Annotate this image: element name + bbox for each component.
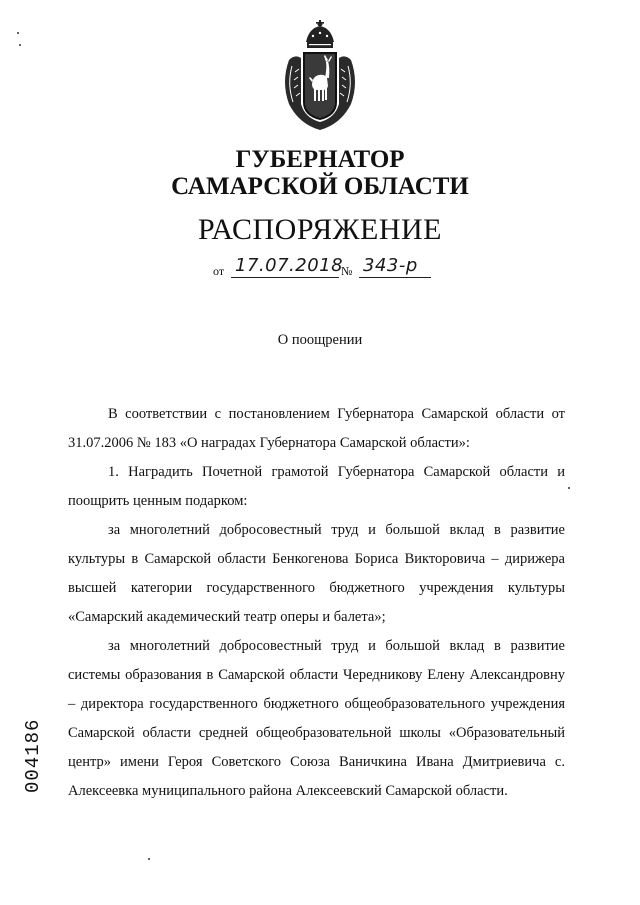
clause-1-paragraph: 1. Наградить Почетной грамотой Губернатора Самарской области и поощрить ценным подарком:: [68, 464, 565, 509]
authority-title: ГУБЕРНАТОР: [235, 146, 405, 173]
document-subject: О поощрении: [277, 332, 363, 348]
date-underline: [231, 277, 339, 278]
date-number-line: [213, 255, 443, 281]
registration-number: 004186: [22, 718, 44, 793]
coat-of-arms-icon: [279, 20, 361, 132]
scan-speck: [148, 858, 150, 860]
scan-speck: [19, 44, 21, 46]
scan-speck: [568, 487, 570, 489]
handwritten-number: 343-р: [363, 255, 418, 276]
document-type-heading: РАСПОРЯЖЕНИЕ: [197, 213, 443, 246]
scan-speck: [17, 32, 19, 34]
handwritten-date: 17.07.2018: [235, 255, 344, 276]
number-prefix-label: №: [341, 264, 353, 278]
award-paragraph-2: за многолетний добросовестный труд и большой вклад в развитие системы образования в Самарской области Чередникову Елену Александровну – директора государственного бюджетного общеобразовательного учреждения Самарской области средней общеобразовательной школы «Образовательный центр» имени Героя Советского Союза Ваничкина Ивана Дмитриевича с. Алексеевка муниципального района Алексеевский Самарской области.: [68, 638, 565, 799]
preamble-paragraph: В соответствии с постановлением Губернатора Самарской области от 31.07.2006 № 183 «О наградах Губернатора Самарской области»:: [68, 406, 565, 451]
number-underline: [359, 277, 431, 278]
date-prefix-label: от: [213, 264, 225, 278]
document-body: [68, 400, 565, 806]
authority-region: САМАРСКОЙ ОБЛАСТИ: [171, 173, 469, 200]
award-paragraph-1: за многолетний добросовестный труд и большой вклад в развитие культуры в Самарской области Бенкогенова Бориса Викторовича – дирижера высшей категории государственного бюджетного учреждения культуры «Самарский академический театр оперы и балета»;: [68, 522, 565, 625]
